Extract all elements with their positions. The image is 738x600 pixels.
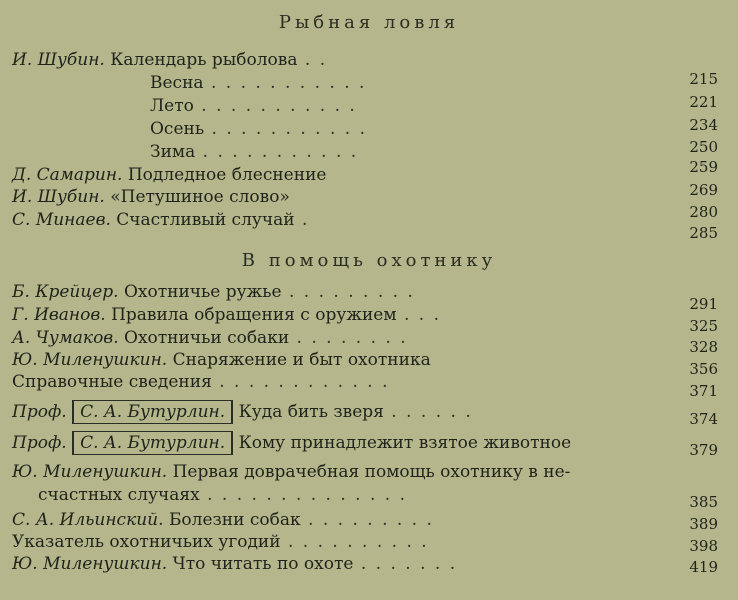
- entry-author: Ю. Миленушкин.: [12, 462, 168, 482]
- page-number: 419: [689, 558, 718, 576]
- entry-author: Б. Крейцер.: [12, 282, 119, 302]
- toc-entry: [150, 96, 357, 116]
- toc-entry: [12, 532, 429, 552]
- page-number: 234: [689, 116, 718, 134]
- entry-title: Указатель охотничьих угодий: [12, 532, 281, 552]
- entry-title: Календарь рыболова: [110, 50, 298, 70]
- entry-boxed-author: С. А. Бутурлин.: [72, 431, 233, 455]
- toc-entry: [12, 210, 309, 230]
- entry-title: Счастливый случай: [116, 210, 295, 230]
- page-number: 325: [689, 317, 718, 335]
- entry-title: Болезни собак: [168, 510, 301, 530]
- page-number: 259: [689, 158, 718, 176]
- entry-title: Что читать по охоте: [172, 554, 354, 574]
- toc-entry: [12, 50, 327, 70]
- entry-leader: . . . . . . . . . . .: [195, 142, 359, 162]
- entry-author: Проф.: [12, 402, 67, 422]
- page-number: 374: [689, 410, 718, 428]
- toc-entry: [12, 400, 473, 424]
- entry-author: Ю. Миленушкин.: [12, 554, 168, 574]
- toc-entry: [12, 510, 434, 530]
- toc-entry: [12, 187, 290, 207]
- page-number: 356: [689, 360, 718, 378]
- entry-leader: . . . . . . . . . . .: [193, 96, 357, 116]
- entry-title: Подледное блеснение: [127, 165, 327, 185]
- entry-author: Ю. Миленушкин.: [12, 350, 168, 370]
- entry-author: А. Чумаков.: [12, 328, 119, 348]
- entry-title: Охотничье ружье: [123, 282, 282, 302]
- toc-entry: [12, 462, 570, 482]
- entry-leader: . . . . . . . . . . . . . .: [199, 485, 407, 505]
- entry-leader: .: [294, 210, 310, 230]
- section-heading-fishing: Рыбная ловля: [278, 12, 460, 33]
- entry-author: Проф.: [12, 433, 67, 453]
- entry-title: Лето: [150, 96, 194, 116]
- entry-leader: . . .: [396, 305, 442, 325]
- toc-entry: [150, 73, 366, 93]
- page-number: 250: [689, 138, 718, 156]
- toc-entry: [12, 350, 431, 370]
- toc-entry: [12, 305, 441, 325]
- toc-entry: [12, 328, 408, 348]
- entry-author: С. А. Ильинский.: [12, 510, 164, 530]
- toc-entry: [12, 165, 326, 185]
- toc-entry: [38, 485, 407, 505]
- page-number: 269: [689, 181, 718, 199]
- entry-title: Осень: [150, 119, 205, 139]
- entry-author: И. Шубин.: [12, 187, 105, 207]
- entry-author: Д. Самарин.: [12, 165, 123, 185]
- entry-author: С. Минаев.: [12, 210, 111, 230]
- page-number: 385: [689, 493, 718, 511]
- page-number: 389: [689, 515, 718, 533]
- entry-leader: . . . . . .: [383, 402, 473, 422]
- entry-title: Справочные сведения: [12, 372, 212, 392]
- entry-title: Правила обращения с оружием: [111, 305, 397, 325]
- entry-leader: . . . . . . . . . . .: [204, 119, 367, 139]
- page-number: 371: [689, 382, 718, 400]
- entry-leader: . . . . . . .: [353, 554, 458, 574]
- entry-title: Охотничьи собаки: [124, 328, 290, 348]
- entry-leader: . . . . . . . . . . . .: [211, 372, 390, 392]
- entry-boxed-author: С. А. Бутурлин.: [72, 400, 233, 424]
- page-number: 280: [689, 203, 718, 221]
- page-number: 215: [689, 70, 718, 88]
- entry-title: Куда бить зверя: [238, 402, 384, 422]
- entry-leader: . . . . . . . . .: [281, 282, 415, 302]
- entry-title: Весна: [150, 73, 204, 93]
- entry-leader: . .: [297, 50, 328, 70]
- toc-entry: [12, 554, 457, 574]
- entry-leader: . . . . . . . . . . .: [203, 73, 367, 93]
- entry-title: Зима: [150, 142, 196, 162]
- page-number: 285: [689, 224, 718, 242]
- entry-author: И. Шубин.: [12, 50, 105, 70]
- toc-entry: [12, 431, 571, 455]
- toc-entry: [12, 372, 390, 392]
- page-number: 221: [689, 93, 718, 111]
- page-number: 379: [689, 441, 718, 459]
- entry-leader: . . . . . . . .: [289, 328, 408, 348]
- entry-leader: . . . . . . . . . .: [280, 532, 429, 552]
- entry-title: Кому принадлежит взятое животное: [238, 433, 572, 453]
- entry-title: Первая доврачебная помощь охотнику в не-: [172, 462, 571, 482]
- section-heading-hunting: В помощь охотнику: [241, 250, 497, 271]
- page-number: 398: [689, 537, 718, 555]
- toc-entry: [150, 142, 358, 162]
- entry-title: «Петушиное слово»: [110, 187, 290, 207]
- toc-entry: [150, 119, 367, 139]
- page-number: 291: [689, 295, 718, 313]
- entry-author: Г. Иванов.: [12, 305, 106, 325]
- entry-title: счастных случаях: [38, 485, 200, 505]
- toc-entry: [12, 282, 415, 302]
- entry-leader: . . . . . . . . .: [300, 510, 434, 530]
- page-number: 328: [689, 338, 718, 356]
- entry-title: Снаряжение и быт охотника: [172, 350, 431, 370]
